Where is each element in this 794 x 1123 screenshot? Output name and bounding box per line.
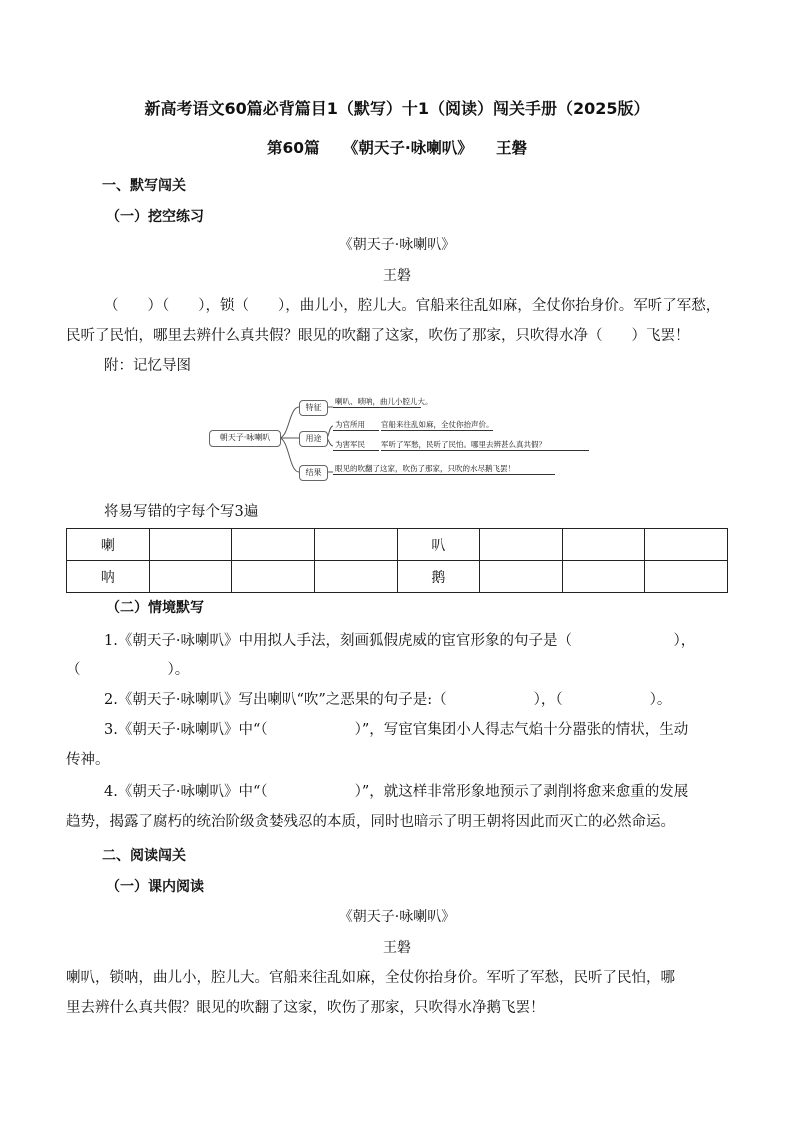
table-cell[interactable] (562, 529, 645, 561)
mind-map-branch-label: 特征 (299, 400, 328, 416)
table-cell[interactable] (232, 529, 315, 561)
mind-map (205, 393, 595, 485)
poem-cloze-line2: 民听了民怕，哪里去辨什么真共假？眼见的吹翻了这家，吹伤了那家，只吹得水净（ ）飞罢！ (66, 328, 690, 344)
question-3-line1: 3.《朝天子·咏喇叭》中“（ ）”，写宦官集团小人得志气焰十分嚣张的情状，生动 (104, 722, 689, 738)
reading-heading: （一）课内阅读 (106, 879, 204, 895)
practice-table (66, 528, 728, 593)
main-title: 新高考语文60篇必背篇目1（默写）十1（阅读）闯关手册（2025版） (144, 99, 650, 118)
mind-map-item: 军听了军愁，民听了民怕。哪里去辨甚么真共假？ (381, 440, 546, 449)
reading-poem-line1: 喇叭，锁呐，曲儿小，腔儿大。官船来往乱如麻，全仗你抬身价。军听了军愁，民听了民怕，哪 (66, 970, 675, 986)
mind-map-branch-label: 用途 (299, 431, 328, 447)
table-cell[interactable] (480, 561, 563, 593)
table-cell[interactable] (562, 561, 645, 593)
part2-heading: （二）情境默写 (106, 600, 204, 616)
table-cell[interactable] (232, 561, 315, 593)
mind-map-item: 眼见的吹翻了这家，吹伤了那家，只吹的水尽鹅飞罢！ (335, 464, 515, 473)
table-cell[interactable] (314, 561, 397, 593)
table-cell: 鹅 (397, 561, 480, 593)
table-cell: 叭 (397, 529, 480, 561)
table-row (67, 561, 728, 593)
reading-poem-title: 《朝天子·咏喇叭》 (338, 909, 456, 925)
part1-heading: （一）挖空练习 (106, 209, 204, 225)
mind-map-underline (333, 450, 379, 451)
reading-poem-line2: 里去辨什么真共假？眼见的吹翻了这家，吹伤了那家，只吹得水净鹅飞罢！ (66, 1000, 545, 1016)
question-1-line2: （ ）。 (66, 662, 190, 678)
table-cell: 呐 (67, 561, 150, 593)
mind-map-item: 官船来往乱如麻，全仗你抬声价。 (381, 420, 494, 429)
table-instruction: 将易写错的字每个写3遍 (104, 504, 259, 520)
question-4-line2: 趋势，揭露了腐朽的统治阶级贪婪残忍的本质，同时也暗示了明王朝将因此而灭亡的必然命运。 (66, 814, 675, 830)
question-4-line1: 4.《朝天子·咏喇叭》中“（ ）”，就这样非常形象地预示了剥削将愈来愈重的发展 (104, 784, 689, 800)
appendix-label: 附：记忆导图 (104, 358, 191, 374)
mind-map-underline (333, 474, 555, 475)
table-cell[interactable] (314, 529, 397, 561)
table-cell[interactable] (149, 561, 232, 593)
table-row (67, 529, 728, 561)
mind-map-underline (381, 450, 589, 451)
reading-poem-author: 王磐 (383, 940, 411, 956)
mind-map-item: 为害军民 (335, 440, 365, 449)
mind-map-item: 为官所用 (335, 420, 365, 429)
question-2: 2.《朝天子·咏喇叭》写出喇叭“吹”之恶果的句子是:（ ），（ ）。 (104, 692, 672, 708)
table-cell[interactable] (480, 529, 563, 561)
section1-heading: 一、默写闯关 (102, 178, 186, 194)
poem-cloze-line1: （ ）（ ），锁（ ），曲儿小，腔儿大。官船来往乱如麻，全仗你抬身价。军听了军愁， (104, 298, 721, 314)
table-cell[interactable] (645, 561, 728, 593)
table-cell[interactable] (645, 529, 728, 561)
table-cell: 喇 (67, 529, 150, 561)
poem-title: 《朝天子·咏喇叭》 (338, 237, 456, 253)
mind-map-underline (333, 430, 379, 431)
sub-title: 第60篇 《朝天子·咏喇叭》 王磐 (267, 139, 527, 157)
mind-map-underline (333, 407, 421, 408)
mind-map-underline (381, 430, 493, 431)
question-3-line2: 传神。 (66, 752, 110, 768)
mind-map-item: 喇叭、唢呐，曲儿小腔儿大。 (335, 397, 433, 406)
mind-map-branch-label: 结果 (299, 465, 328, 481)
table-cell[interactable] (149, 529, 232, 561)
poem-author: 王磐 (383, 268, 411, 284)
section2-heading: 二、阅读闯关 (102, 848, 186, 864)
question-1-line1: 1.《朝天子·咏喇叭》中用拟人手法，刻画狐假虎威的宦官形象的句子是（ ）， (104, 633, 696, 649)
mind-map-center: 朝天子·咏喇叭 (209, 430, 281, 447)
